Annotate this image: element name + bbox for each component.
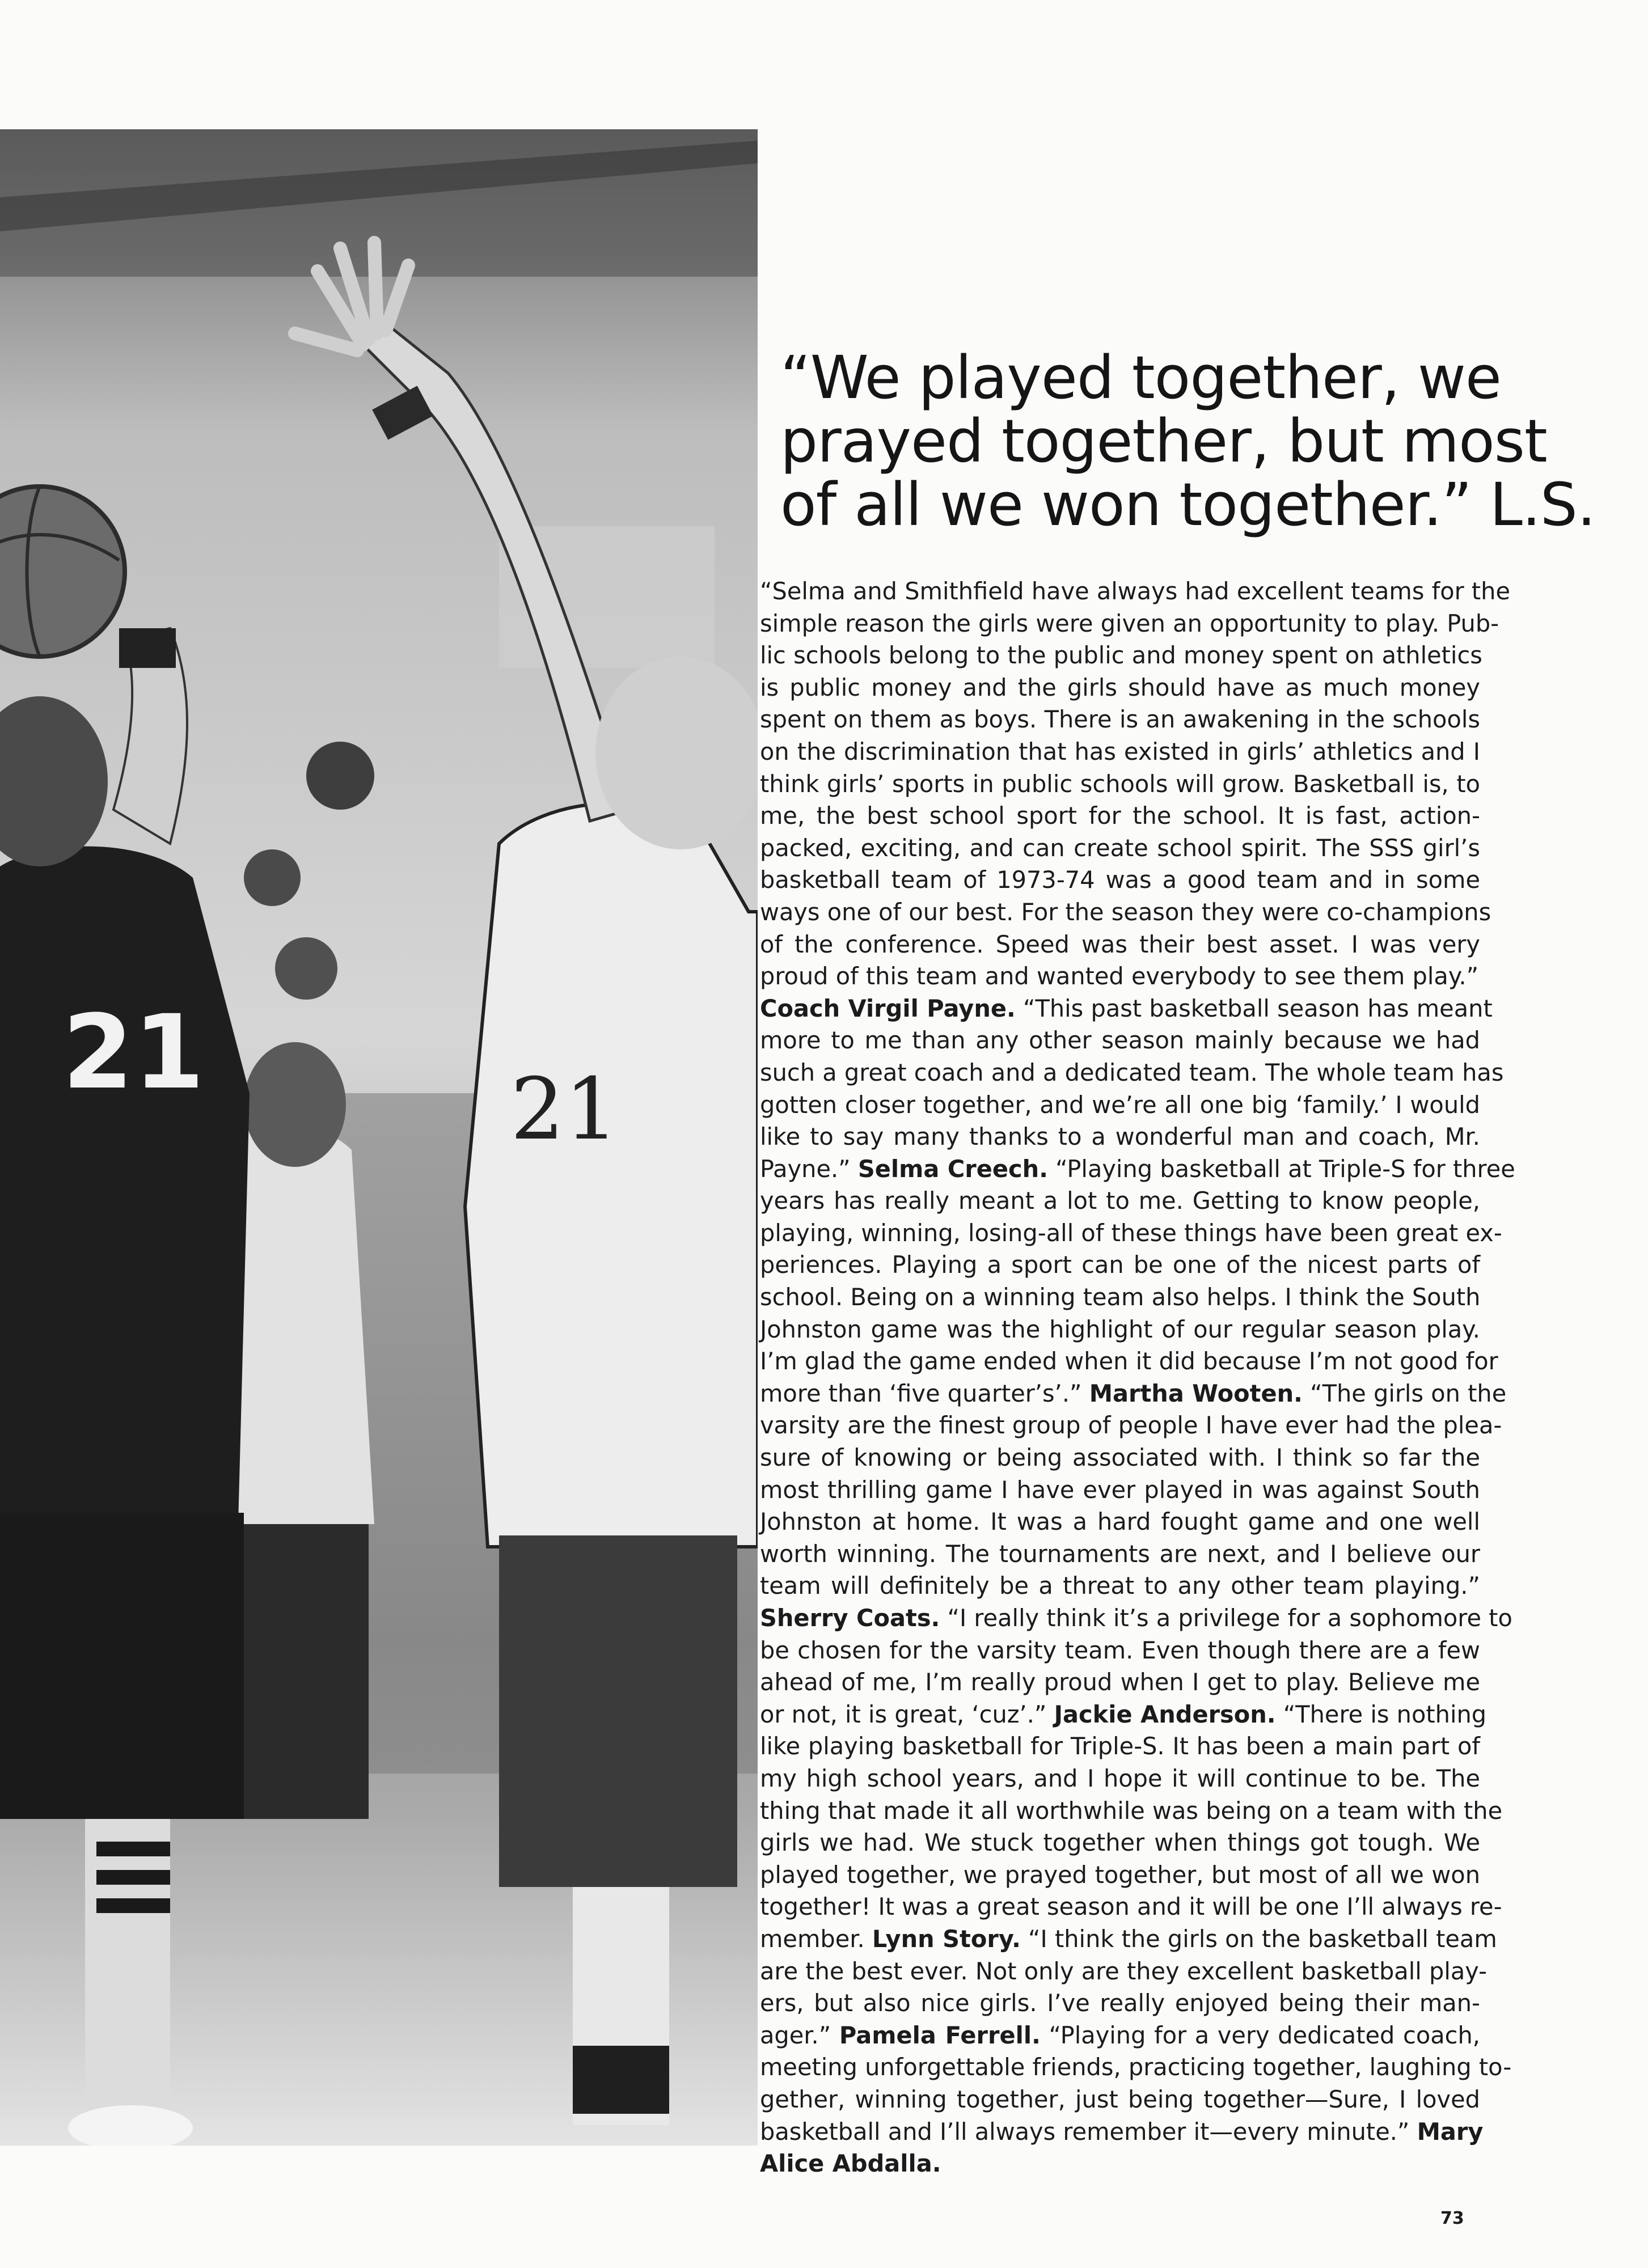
article-text: thing that made it all worthwhile was being on a team with the [760, 1796, 1503, 1825]
article-line [760, 993, 1493, 1025]
speaker-name: Lynn Story. [872, 1924, 1021, 1953]
article-text: basketball and I’ll always remember it—every minute.” [760, 2117, 1417, 2146]
article-text: ers, but also nice girls. I’ve really enjoyed being their man- [760, 1989, 1480, 2017]
article-text: more than ‘five quarter’s’.” [760, 1379, 1089, 1407]
article-line [760, 1506, 1480, 1538]
article-text: ways one of our best. For the season they were co-champions [760, 898, 1491, 926]
article-text: “This past basketball season has meant [1015, 994, 1493, 1022]
article-line [760, 1025, 1480, 1057]
article-line [760, 1956, 1488, 1988]
article-text: worth winning. The tournaments are next, and I believe our [760, 1539, 1480, 1568]
article-line [760, 576, 1510, 608]
article-line [760, 1281, 1480, 1314]
article-text: playing, winning, losing-all of these things have been great ex- [760, 1218, 1502, 1247]
article-line [760, 1378, 1507, 1410]
article-text: like to say many thanks to a wonderful man and coach, Mr. [760, 1123, 1480, 1151]
speaker-name: Alice Abdalla. [760, 2149, 941, 2178]
article-text: varsity are the finest group of people I have ever had the plea- [760, 1411, 1502, 1440]
article-body [760, 576, 1515, 2180]
article-line [760, 1249, 1480, 1281]
article-text: gether, winning together, just being together—Sure, I loved [760, 2085, 1480, 2113]
speaker-name: Pamela Ferrell. [839, 2021, 1041, 2049]
page-number: 73 [1440, 2208, 1464, 2228]
article-line [760, 864, 1480, 896]
article-text: most thrilling game I have ever played in was against South [760, 1475, 1480, 1504]
article-line [760, 1314, 1480, 1346]
article-line [760, 1635, 1480, 1667]
speaker-name: Sherry Coats. [760, 1604, 940, 1632]
article-line [760, 1153, 1515, 1186]
jersey-number-dark: 21 [62, 993, 205, 1112]
article-line [760, 1057, 1504, 1089]
article-text: ahead of me, I’m really proud when I get to play. Believe me [760, 1668, 1480, 1696]
article-text: lic schools belong to the public and money spent on athletics [760, 641, 1482, 670]
article-line [760, 608, 1499, 640]
article-line [760, 1442, 1480, 1474]
speaker-name: Martha Wooten. [1089, 1379, 1303, 1407]
article-line [760, 896, 1491, 929]
article-line [760, 2051, 1512, 2084]
article-line [760, 1538, 1480, 1571]
article-line [760, 1827, 1480, 1859]
article-text: sure of knowing or being associated with. I think so far the [760, 1444, 1480, 1472]
article-text: “Selma and Smithfield have always had excellent teams for the [760, 577, 1510, 605]
article-text: my high school years, and I hope it will continue to be. The [760, 1764, 1480, 1792]
article-line [760, 672, 1480, 704]
article-line [760, 640, 1480, 672]
article-text: “I really think it’s a privilege for a sophomore to [940, 1604, 1512, 1632]
speaker-name: Coach Virgil Payne. [760, 994, 1016, 1022]
article-text: played together, we prayed together, but most of all we won [760, 1860, 1480, 1889]
article-text: is public money and the girls should have as much money [760, 673, 1480, 701]
article-line [760, 704, 1480, 736]
article-text: Johnston at home. It was a hard fought game and one well [760, 1508, 1480, 1536]
article-text: basketball team of 1973-74 was a good team and in some [760, 866, 1480, 894]
article-line [760, 1730, 1480, 1763]
article-line [760, 1089, 1480, 1122]
article-text: girls we had. We stuck together when things got tough. We [760, 1829, 1480, 1857]
article-line [760, 1570, 1480, 1602]
article-text: ager.” [760, 2021, 839, 2049]
article-line [760, 1410, 1502, 1442]
article-line [760, 2084, 1480, 2116]
article-line [760, 1345, 1498, 1378]
article-text: like playing basketball for Triple-S. It has been a main part of [760, 1732, 1480, 1761]
article-text: team will definitely be a threat to any other team playing.” [760, 1572, 1480, 1600]
article-line [760, 1666, 1480, 1699]
article-line [760, 960, 1480, 993]
article-text: me, the best school sport for the school. It is fast, action- [760, 802, 1480, 830]
article-text: spent on them as boys. There is an awakening in the schools [760, 705, 1480, 734]
article-text: such a great coach and a dedicated team. The whole team has [760, 1058, 1504, 1086]
article-line [760, 1891, 1502, 1923]
article-text: simple reason the girls were given an opportunity to play. Pub- [760, 609, 1499, 637]
basketball-photo-illustration [0, 129, 758, 2146]
article-line [760, 1185, 1480, 1217]
article-text: more to me than any other season mainly because we had [760, 1026, 1480, 1055]
article-line [760, 1859, 1480, 1892]
article-text: “The girls on the [1302, 1379, 1507, 1407]
article-text: packed, exciting, and can create school spirit. The SSS girl’s [760, 833, 1480, 862]
article-text: think girls’ sports in public schools will grow. Basketball is, to [760, 769, 1480, 798]
article-line [760, 1923, 1497, 1956]
article-line [760, 1217, 1502, 1250]
headline-line: “We played together, we [780, 343, 1501, 412]
headline-line: of all we won together.” L.S. [780, 470, 1596, 539]
article-text: of the conference. Speed was their best asset. I was very [760, 930, 1480, 958]
article-text: be chosen for the varsity team. Even though there are a few [760, 1636, 1480, 1664]
article-text: “Playing basketball at Triple-S for three [1047, 1154, 1515, 1183]
jersey-number-light: 21 [510, 1060, 619, 1159]
article-line [760, 800, 1480, 832]
article-text: together! It was a great season and it will be one I’ll always re- [760, 1893, 1502, 1921]
article-text: member. [760, 1924, 872, 1953]
article-text: or not, it is great, ‘cuz’.” [760, 1700, 1054, 1728]
article-text: periences. Playing a sport can be one of the nicest parts of [760, 1251, 1480, 1279]
article-line [760, 768, 1480, 801]
article-text: “Playing for a very dedicated coach, [1040, 2021, 1480, 2049]
article-line [760, 1121, 1480, 1153]
speaker-name: Jackie Anderson. [1054, 1700, 1276, 1728]
article-line [760, 832, 1480, 865]
article-text: meeting unforgettable friends, practicing together, laughing to- [760, 2053, 1512, 2081]
article-line [760, 1699, 1487, 1731]
headline-line: prayed together, but most [780, 407, 1547, 476]
article-line [760, 1763, 1480, 1795]
article-line [760, 2148, 1480, 2180]
article-line [760, 2116, 1484, 2148]
article-text: are the best ever. Not only are they excellent basketball play- [760, 1957, 1488, 1985]
article-line [760, 736, 1480, 768]
headline-quote [780, 343, 1596, 539]
article-text: on the discrimination that has existed in girls’ athletics and I [760, 737, 1480, 765]
article-text: “I think the girls on the basketball team [1020, 1924, 1497, 1953]
article-text: “There is nothing [1275, 1700, 1487, 1728]
basketball-photo [0, 129, 758, 2146]
article-text: proud of this team and wanted everybody to see them play.” [760, 962, 1479, 991]
article-line [760, 2020, 1480, 2052]
article-text: Payne.” [760, 1154, 858, 1183]
article-text: school. Being on a winning team also helps. I think the South [760, 1283, 1481, 1311]
article-text: Johnston game was the highlight of our regular season play. [760, 1315, 1480, 1343]
article-line [760, 1987, 1480, 2020]
article-line [760, 1795, 1503, 1827]
article-line [760, 1602, 1512, 1635]
speaker-name: Selma Creech. [857, 1154, 1048, 1183]
article-line [760, 1474, 1480, 1507]
speaker-name: Mary [1417, 2117, 1484, 2146]
article-text: I’m glad the game ended when it did because I’m not good for [760, 1347, 1498, 1376]
article-line [760, 929, 1480, 961]
article-text: years has really meant a lot to me. Getting to know people, [760, 1187, 1480, 1215]
article-text: gotten closer together, and we’re all one big ‘family.’ I would [760, 1090, 1480, 1119]
